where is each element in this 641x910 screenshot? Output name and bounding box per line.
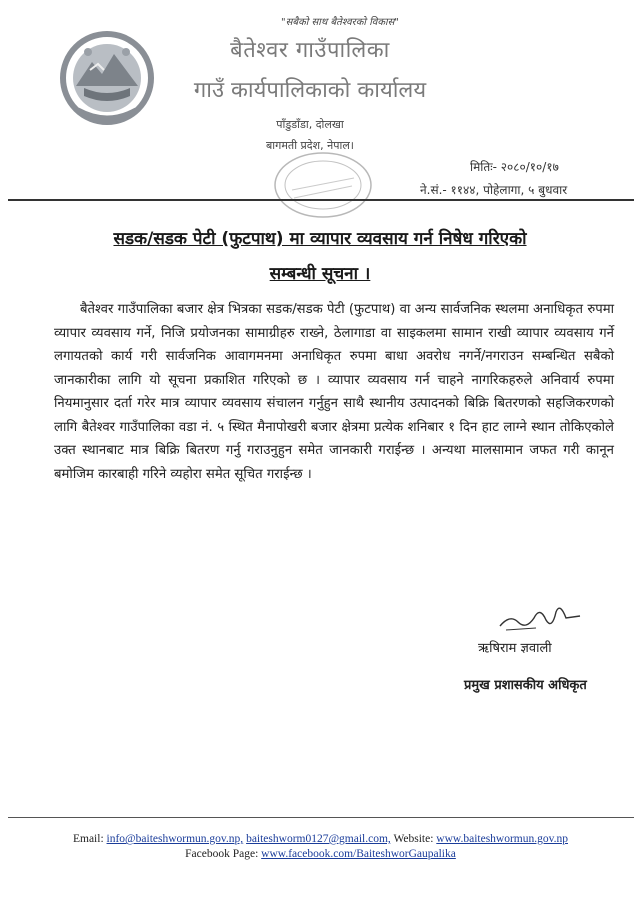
facebook-label: Facebook Page: [185,848,259,860]
email-label: Email: [72,833,104,845]
municipality-emblem-icon [58,26,156,130]
signer-title: प्रमुख प्रशासकीय अधिकृत [464,678,587,693]
motto: "सबैको साथ बैतेश्वरको विकास" [281,17,399,28]
signature-icon [496,596,586,636]
footer-contact-line [0,833,641,845]
notice-subject-line-2: सम्बन्धी सूचना । [269,264,371,284]
email-link-info[interactable]: info@baiteshwormun.gov.np, [106,833,244,845]
footer-divider [8,817,634,818]
address-line-1: पाँडुडाँडा, दोलखा [276,118,344,131]
nepal-sambat-line: ने.सं.- ११४४, पोहेलागा, ५ बुधवार [420,183,568,197]
notice-body-text: बैतेश्वर गाउँपालिका बजार क्षेत्र भित्रका सडक/सडक पेटी (फुटपाथ) वा अन्य सार्वजनिक स्थलमा अनाधिकृत रुपमा व्यापार व्यवसाय गर्ने, निजि प्रयोजनका सामाग्रीहरु राख्ने, ठेलागाडा वा साइकलमा सामान राखी व्यापार व्यवसाय गर्ने लगायतको कार्य गरी सार्वजनिक आवागमनमा अनाधिकृत रुपमा बाधा अवरोध नगर्ने/नगराउन सम्बन्धित सबैको जानकारीका लागि यो सूचना प्रकाशित गरिएको छ । व्यापार व्यवसाय गर्न चाहने नागरिकहरुले अनिवार्य रुपमा नियमानुसार दर्ता गरेर मात्र व्यापार व्यवसाय संचालन गर्नुहुन साथै स्थानीय उत्पादनको बिक्रि बितरणको सहजिकरणको लागि बैतेश्वर गाउँपालिका वडा नं. ५ स्थित मैनापोखरी बजार क्षेत्रमा प्रत्येक शनिबार १ दिन हाट लाग्ने स्थान तोकिएकोले उक्त स्थानबाट मात्र बिक्रि बितरण गर्नु गराउनुहुन समेत जानकारी गराईन्छ । अन्यथा मालसामान जफत गरी कानून बमोजिम कारबाही गरिने व्यहोरा समेत सूचित गराईन्छ । [54,302,614,482]
notice-subject-line-1: सडक/सडक पेटी (फुटपाथ) मा व्यापार व्यवसाय गर्न निषेध गरिएको [113,229,527,249]
signer-name: ऋषिराम ज्ञवाली [478,641,552,656]
org-name: बैतेश्वर गाउँपालिका [230,38,390,63]
address-line-2: बागमती प्रदेश, नेपाल। [266,139,354,152]
website-link[interactable]: www.baiteshwormun.gov.np [436,833,568,845]
office-name: गाउँ कार्यपालिकाको कार्यालय [193,78,427,103]
notice-body [54,298,614,486]
header-divider [8,199,634,201]
email-link-gmail[interactable]: baiteshworm0127@gmail.com, [246,833,391,845]
date-line: मितिः- २०८०/१०/१७ [470,160,559,174]
website-label: Website: [393,833,434,845]
office-stamp-icon [272,150,374,220]
facebook-link[interactable]: www.facebook.com/BaiteshworGaupalika [261,848,456,860]
footer-facebook-line [0,848,641,860]
